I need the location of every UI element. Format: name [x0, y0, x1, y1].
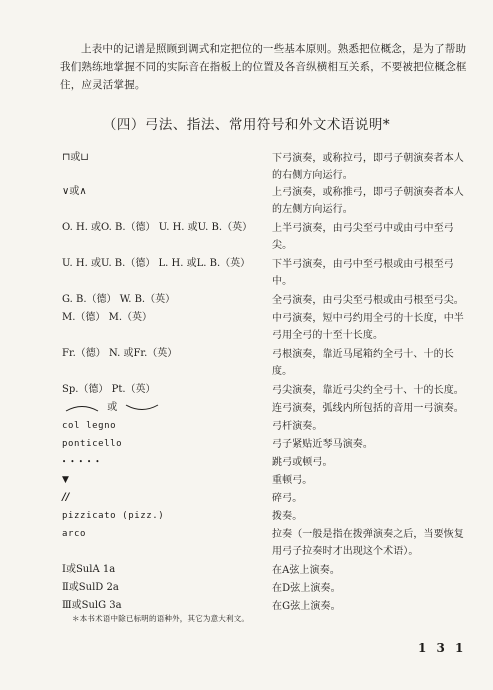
- desc-string-g: 在G弦上演奏。: [272, 601, 341, 612]
- footnote: ＊本书术语中除已标明的语种外，其它为意大利文。: [72, 614, 250, 623]
- page-number: 1 3 1: [418, 641, 467, 655]
- term-middle-bow: M.（德） M.（英）: [62, 312, 153, 323]
- intro-paragraph: [60, 40, 470, 94]
- term-staccato: • • • • •: [62, 458, 101, 466]
- term-pizzicato: pizzicato (pizz.): [62, 511, 165, 521]
- term-legato-or: 或: [107, 402, 118, 413]
- desc-arco: 拉奏（一般是指在拨弹演奏之后，当要恢复用弓子拉奏时才出现这个术语）。: [272, 529, 464, 557]
- term-upper-half: O. H. 或O. B.（德） U. H. 或U. B.（英）: [62, 222, 253, 233]
- desc-staccato: 跳弓或顿弓。: [272, 457, 333, 468]
- term-tremolo: //: [62, 492, 70, 503]
- desc-tremolo: 碎弓。: [272, 493, 303, 504]
- term-down-bow: ⊓或⊔: [62, 152, 89, 163]
- desc-upper-half: 上半弓演奏，由弓尖至弓中或由弓中至弓尖。: [272, 223, 454, 251]
- desc-middle-bow: 中弓演奏，短中弓约用全弓的十长度，中半弓用全弓的十至十长度。: [272, 313, 464, 341]
- desc-string-a: 在A弦上演奏。: [272, 565, 340, 576]
- desc-down-bow: 下弓演奏，或称拉弓，即弓子朝演奏者本人的右侧方向运行。: [272, 153, 464, 181]
- term-string-a: Ⅰ或SulA 1a: [62, 564, 116, 575]
- desc-string-d: 在D弦上演奏。: [272, 583, 341, 594]
- section-title: （四）弓法、指法、常用符号和外文术语说明*: [102, 117, 391, 133]
- term-col-legno: col legno: [62, 421, 117, 431]
- desc-tip: 弓尖演奏，靠近弓尖约全弓十、十的长度。: [272, 385, 464, 396]
- desc-lower-half: 下半弓演奏，由弓中至弓根或由弓根至弓中。: [272, 259, 454, 287]
- slur-over-icon: [64, 403, 100, 413]
- slur-under-icon: [124, 403, 160, 413]
- desc-ponticello: 弓子紧贴近琴马演奏。: [272, 439, 373, 450]
- desc-frog: 弓根演奏，靠近马尾箱约全弓十、十的长度。: [272, 349, 454, 377]
- term-arco: arco: [62, 529, 87, 539]
- desc-martele: 重顿弓。: [272, 475, 313, 486]
- desc-legato: 连弓演奏，弧线内所包括的音用一弓演奏。: [272, 403, 464, 414]
- desc-pizzicato: 拨奏。: [272, 511, 303, 522]
- term-up-bow: ∨或∧: [62, 186, 87, 197]
- desc-whole-bow: 全弓演奏，由弓尖至弓根或由弓根至弓尖。: [272, 295, 464, 306]
- term-frog: Fr.（德） N. 或Fr.（英）: [62, 348, 178, 359]
- term-lower-half: U. H. 或U. B.（德） L. H. 或L. B.（英）: [62, 258, 251, 269]
- term-martele: ▼: [62, 475, 69, 485]
- term-string-g: Ⅲ或SulG 3a: [62, 600, 122, 611]
- term-legato: [64, 400, 269, 416]
- term-string-d: Ⅱ或SulD 2a: [62, 582, 119, 593]
- intro-text: 上表中的记谱是照顾到调式和定把位的一些基本原则。熟悉把位概念，是为了帮助我们熟练地掌握不同的实际音在指板上的位置及各音纵横相互关系，不要被把位概念框住，应灵活掌握。: [60, 43, 467, 91]
- desc-up-bow: 上弓演奏，或称推弓，即弓子朝演奏者本人的左侧方向运行。: [272, 187, 464, 215]
- term-ponticello: ponticello: [62, 439, 123, 449]
- term-tip: Sp.（德） Pt.（英）: [62, 384, 156, 395]
- desc-col-legno: 弓杆演奏。: [272, 421, 323, 432]
- term-whole-bow: G. B.（德） W. B.（英）: [62, 294, 176, 305]
